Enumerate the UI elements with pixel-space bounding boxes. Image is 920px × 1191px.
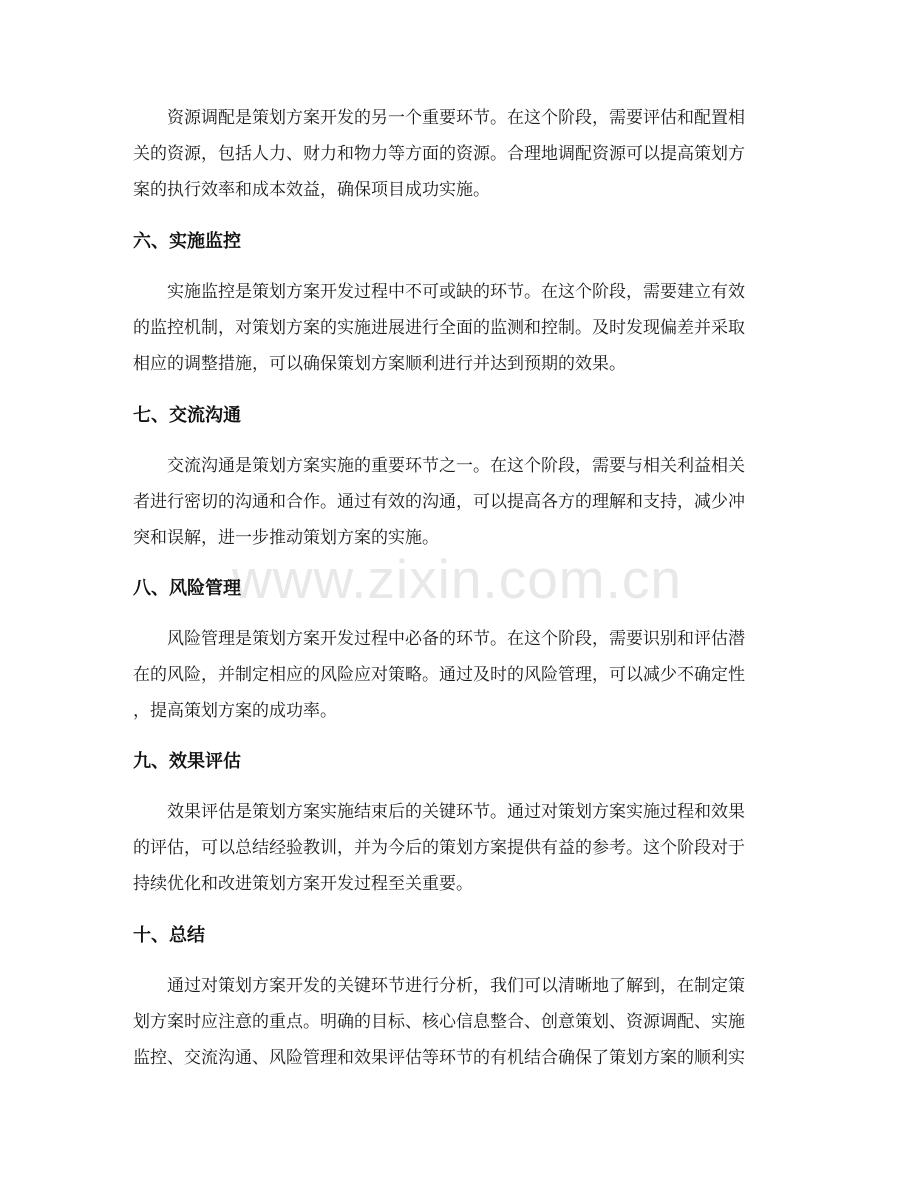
paragraph-line: 持续优化和改进策划方案开发过程至关重要。 (133, 874, 473, 894)
paragraph-line: 者进行密切的沟通和合作。通过有效的沟通，可以提高各方的理解和支持，减少冲 (133, 492, 745, 512)
section-heading-implementation-monitoring: 六、实施监控 (133, 231, 241, 252)
paragraph-line: 通过对策划方案开发的关键环节进行分析，我们可以清晰地了解到，在制定策 (133, 976, 745, 996)
paragraph-line: 资源调配是策划方案开发的另一个重要环节。在这个阶段，需要评估和配置相 (133, 108, 745, 128)
paragraph-line: ，提高策划方案的成功率。 (133, 701, 337, 721)
paragraph-line: 划方案时应注意的重点。明确的目标、核心信息整合、创意策划、资源调配、实施 (133, 1012, 745, 1032)
paragraph-resource-allocation (133, 100, 801, 208)
paragraph-line: 案的执行效率和成本效益，确保项目成功实施。 (133, 180, 490, 200)
paragraph-line: 在的风险，并制定相应的风险应对策略。通过及时的风险管理，可以减少不确定性 (133, 665, 745, 685)
section-heading-effect-evaluation: 九、效果评估 (133, 751, 241, 772)
paragraph-line: 实施监控是策划方案开发过程中不可或缺的环节。在这个阶段，需要建立有效 (133, 282, 745, 302)
paragraph-effect-evaluation (133, 794, 801, 902)
watermark: www.zixin.com.cn (232, 548, 682, 610)
paragraph-implementation-monitoring (133, 274, 801, 382)
paragraph-line: 的评估，可以总结经验教训，并为今后的策划方案提供有益的参考。这个阶段对于 (133, 838, 745, 858)
paragraph-summary (133, 968, 801, 1076)
section-heading-risk-management: 八、风险管理 (133, 578, 241, 599)
section-heading-communication: 七、交流沟通 (133, 405, 241, 426)
paragraph-line: 效果评估是策划方案实施结束后的关键环节。通过对策划方案实施过程和效果 (133, 802, 745, 822)
paragraph-line: 风险管理是策划方案开发过程中必备的环节。在这个阶段，需要识别和评估潜 (133, 629, 745, 649)
paragraph-line: 的监控机制，对策划方案的实施进展进行全面的监测和控制。及时发现偏差并采取 (133, 318, 745, 338)
paragraph-line: 相应的调整措施，可以确保策划方案顺利进行并达到预期的效果。 (133, 354, 626, 374)
section-heading-summary: 十、总结 (133, 925, 205, 946)
paragraph-risk-management (133, 621, 801, 729)
paragraph-line: 关的资源，包括人力、财力和物力等方面的资源。合理地调配资源可以提高策划方 (133, 144, 745, 164)
paragraph-line: 突和误解，进一步推动策划方案的实施。 (133, 528, 439, 548)
paragraph-communication (133, 448, 801, 556)
paragraph-line: 交流沟通是策划方案实施的重要环节之一。在这个阶段，需要与相关利益相关 (133, 456, 745, 476)
paragraph-line: 监控、交流沟通、风险管理和效果评估等环节的有机结合确保了策划方案的顺利实 (133, 1048, 745, 1068)
